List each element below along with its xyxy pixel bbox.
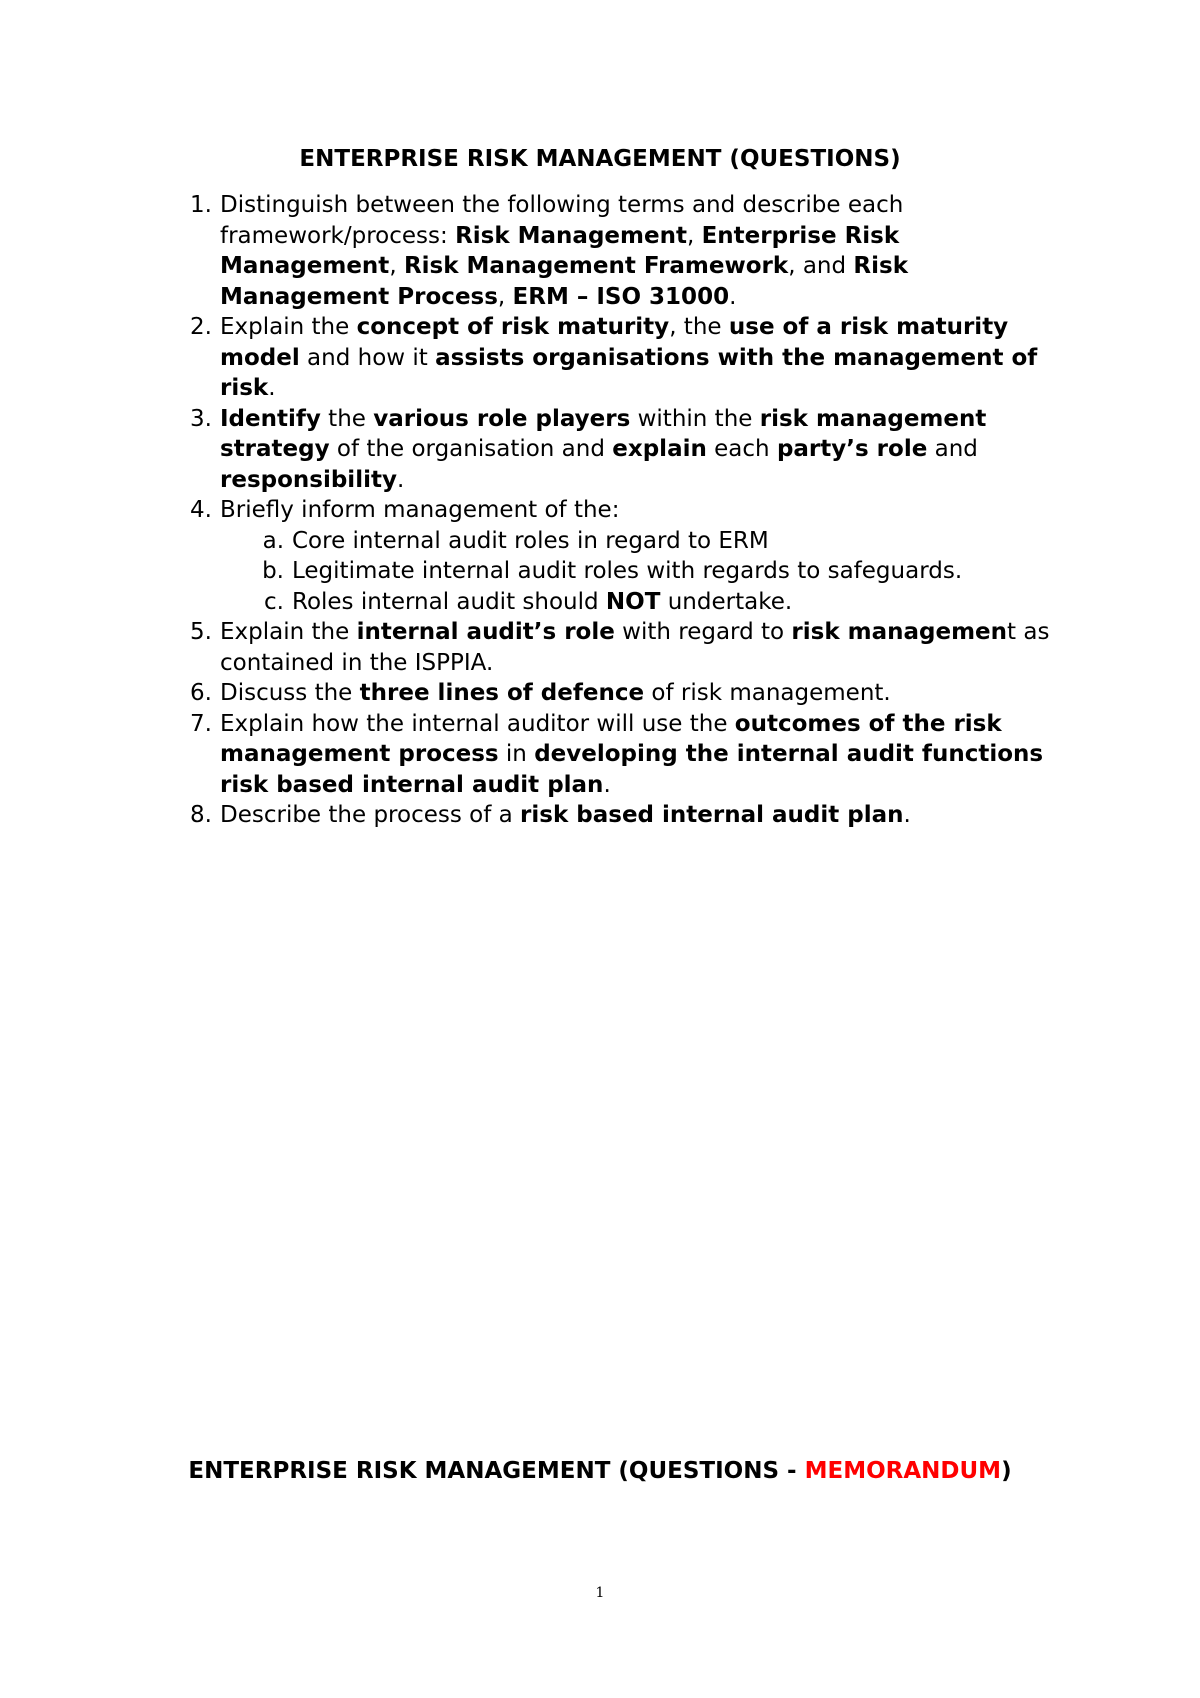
bold-term: outcomes of the risk management process	[220, 710, 1002, 767]
question-number: 6.	[190, 680, 212, 706]
question-item	[180, 312, 1080, 404]
text-run: Describe the process of a	[220, 802, 521, 828]
page-number: 1	[595, 1585, 605, 1601]
text-run: , and	[788, 253, 854, 279]
question-number: 1.	[190, 192, 212, 218]
question-item	[180, 190, 1080, 312]
text-run: Roles internal audit should	[292, 588, 606, 615]
question-text	[220, 619, 1049, 676]
bold-term: explain	[612, 436, 707, 462]
memo-title-prefix: ENTERPRISE RISK MANAGEMENT (QUESTIONS -	[188, 1458, 805, 1484]
sub-item	[180, 587, 1080, 618]
bold-term: risk management strategy	[220, 405, 987, 462]
question-text	[220, 314, 1037, 401]
sub-item-letter: c.	[264, 588, 284, 615]
bold-term: Enterprise Risk Management	[220, 222, 900, 279]
question-number: 5.	[190, 619, 212, 645]
text-run: of risk management.	[644, 680, 891, 706]
text-run: in	[498, 741, 535, 767]
text-run: Explain the	[220, 314, 357, 340]
bold-term: Risk Management	[455, 222, 687, 249]
text-run: .	[603, 771, 611, 798]
question-item	[180, 495, 1080, 526]
question-text	[220, 680, 891, 706]
text-run: of the organisation and	[329, 436, 613, 462]
sub-item-letter: a.	[262, 527, 284, 554]
text-run: within the	[630, 405, 760, 432]
sub-item	[180, 526, 1080, 557]
text-run: Core internal audit roles in regard to ERM	[292, 527, 769, 554]
memo-title-suffix: )	[1001, 1458, 1012, 1484]
bold-term: three lines of defence	[359, 680, 645, 706]
question-text	[220, 192, 908, 310]
text-run: .	[396, 466, 405, 493]
text-run: .	[729, 283, 737, 310]
sub-item-text	[292, 558, 962, 584]
text-run: and how it	[299, 344, 436, 371]
bold-term: assists organisations with the management of risk	[220, 344, 1038, 401]
text-run: ,	[389, 253, 404, 279]
question-item	[180, 617, 1080, 678]
text-run: ,	[686, 222, 702, 249]
question-text	[220, 497, 619, 523]
sub-item-text	[292, 528, 769, 554]
bold-term: NOT	[605, 588, 661, 615]
page-title: ENTERPRISE RISK MANAGEMENT (QUESTIONS)	[299, 146, 901, 172]
text-run: with regard to	[614, 619, 792, 645]
question-item	[180, 678, 1080, 709]
text-run: .	[268, 375, 276, 401]
question-number: 7.	[190, 710, 212, 737]
sub-item	[180, 556, 1080, 587]
question-text	[220, 711, 1043, 798]
question-item	[180, 404, 1080, 496]
text-run: Explain how the internal auditor will use the	[220, 710, 735, 737]
text-run: Explain the	[220, 619, 357, 645]
question-list	[180, 190, 1080, 831]
question-number: 4.	[190, 497, 212, 523]
bold-term: risk managemen	[791, 619, 1008, 645]
bold-term: Risk Management Process	[220, 253, 909, 310]
text-run: .	[903, 802, 911, 828]
bold-term: risk based internal audit plan	[520, 802, 904, 828]
text-run: , the	[669, 314, 729, 340]
bold-term: ERM – ISO 31000	[512, 283, 730, 310]
bold-term: developing the internal audit functions risk based internal audit plan	[220, 741, 1044, 798]
bold-term: various role players	[373, 405, 631, 432]
text-run: the	[320, 405, 374, 432]
bold-term: responsibility	[220, 466, 397, 493]
text-run: Distinguish between the following terms and describe each framework/process:	[220, 192, 904, 249]
memo-title-highlight: MEMORANDUM	[804, 1458, 1002, 1484]
bold-term: Identify	[220, 405, 321, 432]
question-item	[180, 709, 1080, 801]
text-run: and	[927, 436, 978, 462]
question-text	[220, 406, 986, 493]
bold-term: Risk Management Framework	[403, 253, 789, 279]
question-text	[220, 802, 911, 828]
text-run: undertake.	[660, 588, 793, 615]
text-run: Discuss the	[220, 680, 360, 706]
question-item	[180, 800, 1080, 831]
question-number: 2.	[190, 314, 212, 340]
bold-term: concept of risk maturity	[356, 314, 670, 340]
sub-item-letter: b.	[262, 558, 284, 584]
memorandum-title	[0, 1456, 1200, 1486]
bold-term: party’s role	[776, 436, 928, 462]
question-number: 3.	[190, 405, 212, 432]
text-run: t as contained in the ISPPIA.	[220, 619, 1050, 676]
text-run: ,	[497, 283, 513, 310]
text-run: Briefly inform management of the:	[220, 497, 620, 523]
question-number: 8.	[190, 802, 212, 828]
bold-term: use of a risk maturity model	[220, 314, 1009, 371]
text-run: Legitimate internal audit roles with regards to safeguards.	[292, 558, 963, 584]
sub-item-text	[292, 589, 792, 615]
bold-term: internal audit’s role	[356, 619, 615, 645]
text-run: each	[706, 436, 777, 462]
